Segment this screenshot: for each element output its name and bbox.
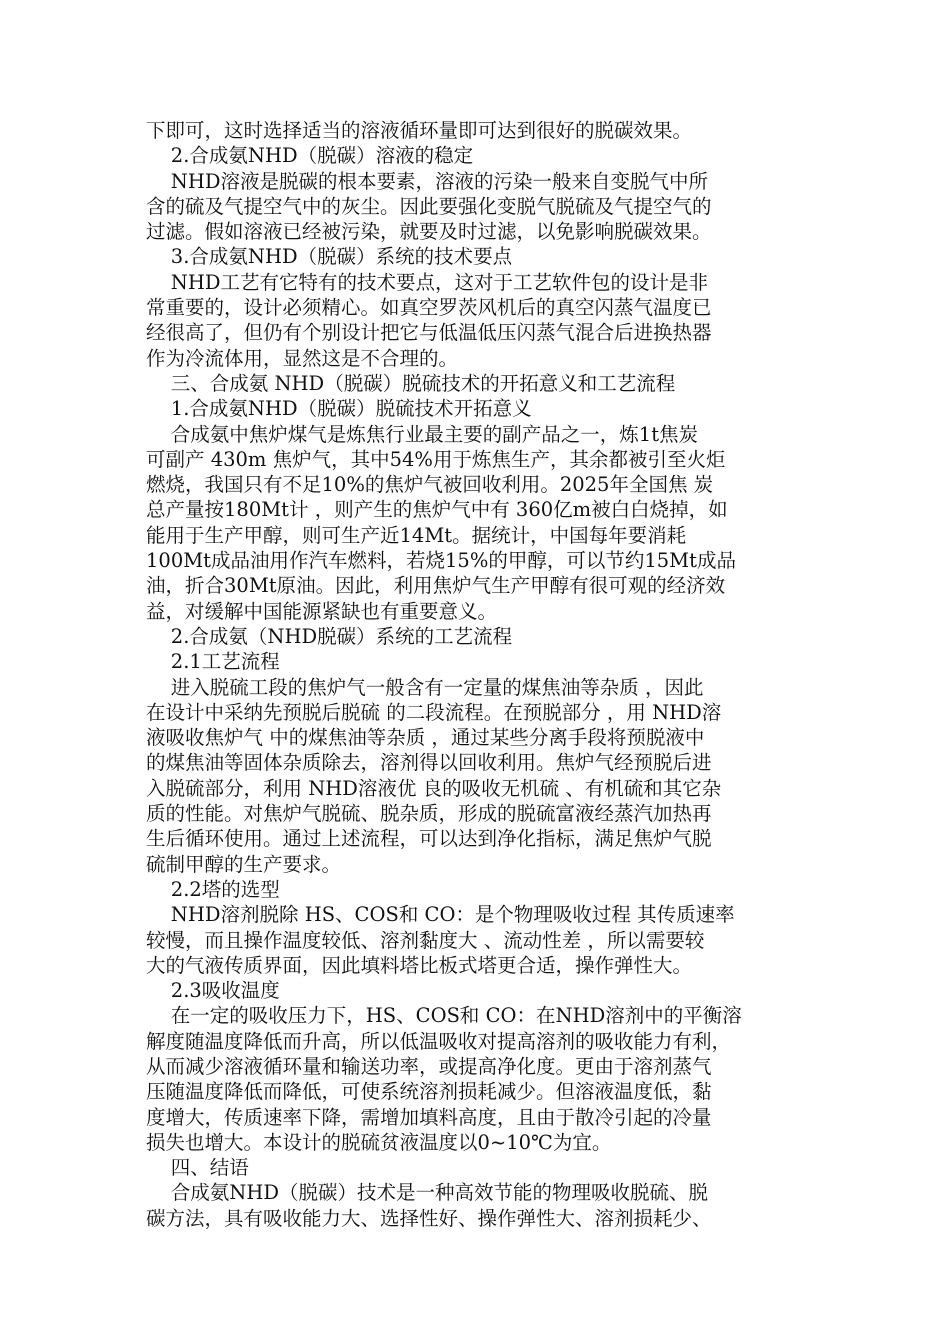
- text-line: 油，折合30Mt原油。因此，利用焦炉气生产甲醇有很可观的经济效: [146, 574, 726, 598]
- document-body: [146, 118, 808, 1231]
- text-line: 硫制甲醇的生产要求。: [146, 852, 342, 876]
- text-line: 入脱硫部分，利用 NHD溶液优 良的吸收无机硫 、有机硫和其它杂: [146, 776, 722, 800]
- section-heading: 3.合成氨NHD（脱碳）系统的技术要点: [146, 245, 513, 269]
- text-line: NHD工艺有它特有的技术要点，这对于工艺软件包的设计是非: [146, 270, 708, 294]
- text-line: 总产量按180Mt计 ，则产生的焦炉气中有 360亿m被白白烧掉，如: [146, 498, 728, 522]
- text-line: 的煤焦油等固体杂质除去，溶剂得以回收利用。焦炉气经预脱后进: [146, 751, 712, 775]
- section-heading: 1.合成氨NHD（脱碳）脱硫技术开拓意义: [146, 397, 532, 421]
- subsection-heading: 2.2塔的选型: [146, 877, 280, 901]
- section-heading: 2.合成氨（NHD脱碳）系统的工艺流程: [146, 624, 513, 648]
- text-line: 在设计中采纳先预脱后脱硫 的二段流程。在预脱部分 ，用 NHD溶: [146, 700, 722, 724]
- text-line: 燃烧，我国只有不足10%的焦炉气被回收利用。2025年全国焦 炭: [146, 473, 714, 497]
- text-line: 大的气液传质界面，因此填料塔比板式塔更合适，操作弹性大。: [146, 953, 693, 977]
- text-line: 解度随温度降低而升高，所以低温吸收对提高溶剂的吸收能力有利，: [146, 1029, 732, 1053]
- text-line: 碳方法，具有吸收能力大、选择性好、操作弹性大、溶剂损耗少、: [146, 1206, 712, 1230]
- subsection-heading: 2.1工艺流程: [146, 650, 280, 674]
- text-line: 液吸收焦炉气 中的煤焦油等杂质 ，通过某些分离手段将预脱液中: [146, 726, 705, 750]
- text-line: 损失也增大。本设计的脱硫贫液温度以0~10℃为宜。: [146, 1130, 612, 1154]
- text-line: 在一定的吸收压力下，HS、COS和 CO：在NHD溶剂中的平衡溶: [146, 1004, 742, 1028]
- text-line: 100Mt成品油用作汽车燃料，若烧15%的甲醇，可以节约15Mt成品: [146, 549, 736, 573]
- text-line: 作为冷流体用，显然这是不合理的。: [146, 346, 459, 370]
- text-line: 益，对缓解中国能源紧缺也有重要意义。: [146, 599, 498, 623]
- text-line: 从而减少溶液循环量和输送功率，或提高净化度。更由于溶剂蒸气: [146, 1054, 712, 1078]
- section-heading: 2.合成氨NHD（脱碳）溶液的稳定: [146, 144, 474, 168]
- text-line: 合成氨中焦炉煤气是炼焦行业最主要的副产品之一，炼1t焦炭: [146, 422, 699, 446]
- text-line: 常重要的，设计必须精心。如真空罗茨风机后的真空闪蒸气温度已: [146, 296, 712, 320]
- text-line: 较慢，而且操作温度较低、溶剂黏度大 、流动性差 ，所以需要较: [146, 928, 705, 952]
- text-line: 过滤。假如溶液已经被污染，就要及时过滤，以免影响脱碳效果。: [146, 220, 712, 244]
- text-line: NHD溶液是脱碳的根本要素，溶液的污染一般来自变脱气中所: [146, 169, 708, 193]
- text-line: 质的性能。对焦炉气脱硫、脱杂质，形成的脱硫富液经蒸汽加热再: [146, 802, 712, 826]
- chapter-heading: 四、结语: [146, 1156, 249, 1180]
- text-line: NHD溶剂脱除 HS、COS和 CO：是个物理吸收过程 其传质速率: [146, 903, 735, 927]
- subsection-heading: 2.3吸收温度: [146, 979, 280, 1003]
- text-line: 合成氨NHD（脱碳）技术是一种高效节能的物理吸收脱硫、脱: [146, 1181, 708, 1205]
- chapter-heading: 三、合成氨 NHD（脱碳）脱硫技术的开拓意义和工艺流程: [146, 371, 676, 395]
- text-line: 进入脱硫工段的焦炉气一般含有一定量的煤焦油等杂质 ，因此: [146, 675, 704, 699]
- text-line: 可副产 430m 焦炉气，其中54%用于炼焦生产，其余都被引至火炬: [146, 447, 726, 471]
- text-line: 压随温度降低而降低，可使系统溶剂损耗减少。但溶液温度低，黏: [146, 1080, 712, 1104]
- text-line: 含的硫及气提空气中的灰尘。因此要强化变脱气脱硫及气提空气的: [146, 194, 712, 218]
- text-line: 生后循环使用。通过上述流程，可以达到净化指标，满足焦炉气脱: [146, 827, 712, 851]
- text-line: 度增大，传质速率下降，需增加填料高度，且由于散冷引起的冷量: [146, 1105, 712, 1129]
- text-line: 下即可，这时选择适当的溶液循环量即可达到很好的脱碳效果。: [146, 119, 693, 142]
- text-line: 能用于生产甲醇，则可生产近14Mt。据统计，中国每年要消耗: [146, 523, 687, 547]
- text-line: 经很高了，但仍有个别设计把它与低温低压闪蒸气混合后进换热器: [146, 321, 712, 345]
